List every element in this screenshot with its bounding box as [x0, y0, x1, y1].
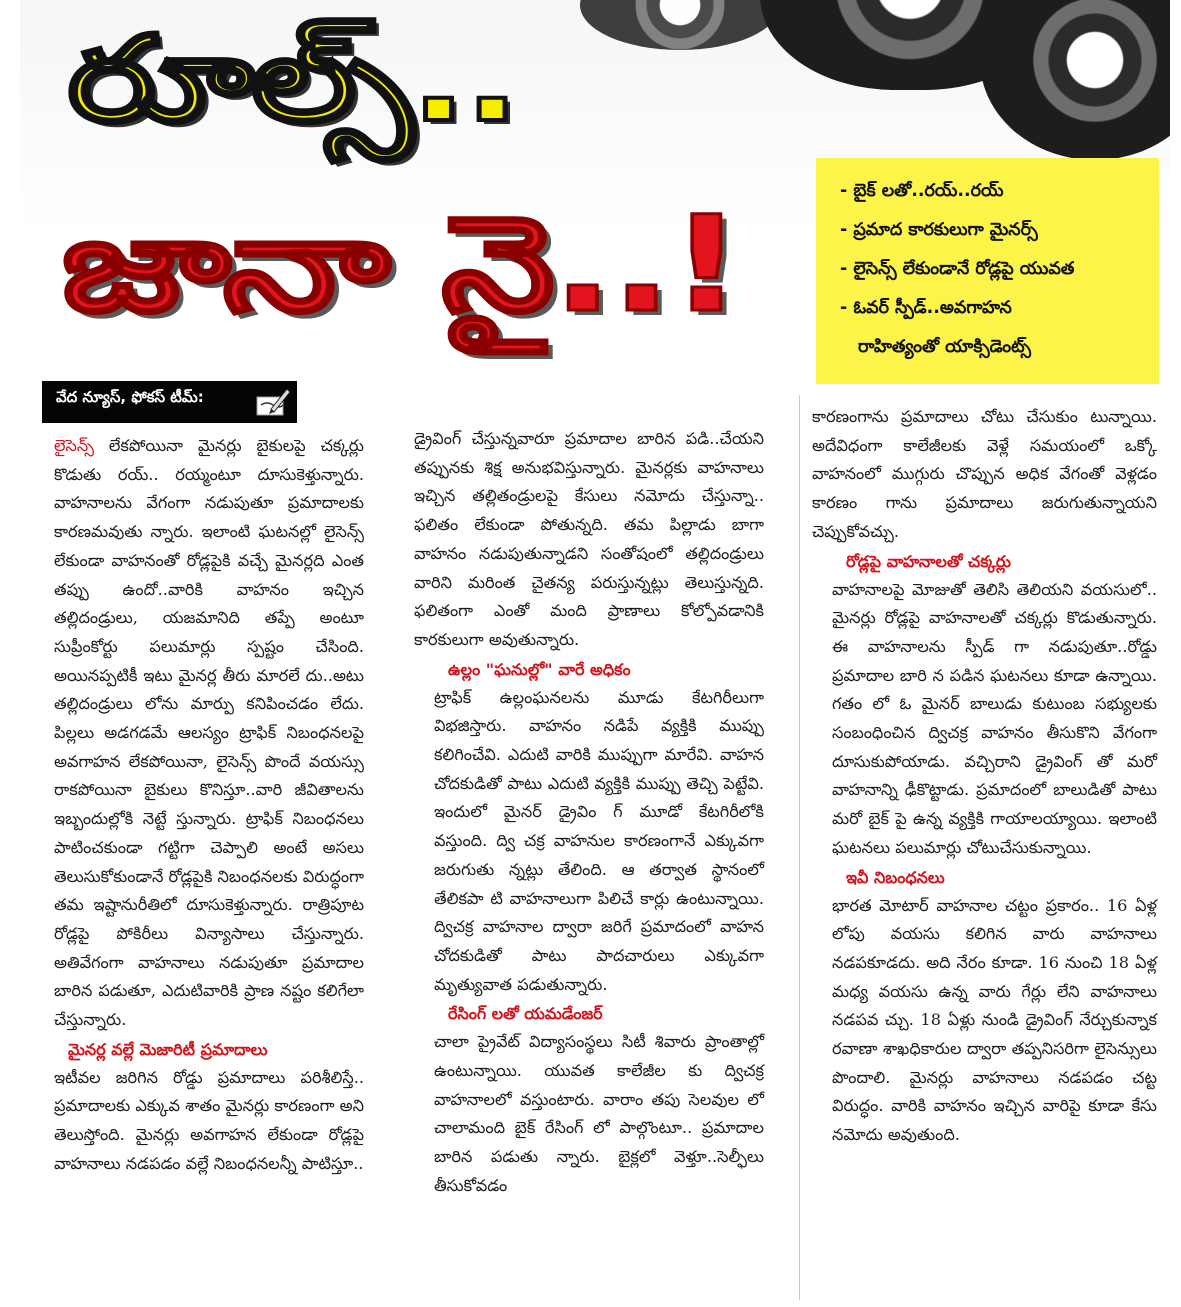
- article-paragraph: వాహనాలపై మోజుతో తెలిసి తెలియని వయసులో.. మైనర్లు రోడ్లపై వాహనాలతో చక్కర్లు కొడుతున్నారు. ఈ వాహనాలను స్పీడ్ గా నడుపుతూ..రోడ్డు ప్రమాదాల బారి న పడిన ఘటనలు కూడా ఉన్నాయి. గతం లో ఓ మైనర్ బాలుడు కుటుంబ సభ్యులకు సంబంధించిన ద్విచక్ర వాహనం తీసుకొని వేగంగా దూసుకుపోయాడు. వచ్చిరాని డ్రైవింగ్ తో మరో వాహనాన్ని ఢీకొట్టాడు. ప్రమాదంలో బాలుడితో పాటు మరో బైక్ పై ఉన్న వ్యక్తికి గాయాలయ్యాయి. ఇలాంటి ఘటనలు పలుమార్లు చోటుచేసుకున్నాయి.: [832, 579, 1157, 857]
- column-divider: [799, 395, 800, 1300]
- subheading: ఇవీ నిబంధనలు: [846, 867, 945, 887]
- article-paragraph: కారణంగాను ప్రమాదాలు చోటు చేసుకుం టున్నాయి. అదేవిధంగా కాలేజీలకు వెళ్లే సమయంలో ఒక్కో వాహనంలో ముగ్గురు చొప్పున అధిక వేగంతో వెళ్లడం కారణం గాను ప్రమాదాలు జరుగుతున్నాయని చెప్పుకోవచ్చు.: [812, 407, 1157, 541]
- bike-tyre-image: [980, 0, 1170, 160]
- article-paragraph: ఇటీవల జరిగిన రోడ్డు ప్రమాదాలు పరిశీలిస్తే.. ప్రమాదాలకు ఎక్కువ శాతం మైనర్లు కారణంగా అని తెలుస్తోంది. మైనర్లు అవగాహన లేకుండా రోడ్లపై వాహనాలు నడపడం వల్లే నిబంధనలన్నీ పాటిస్తూ..: [54, 1067, 364, 1173]
- subheading: రోడ్లపై వాహనాలతో చక్కర్లు: [846, 551, 1011, 571]
- paragraph-text: లేకపోయినా మైనర్లు బైకులపై చక్కర్లు కొడుతు రయ్.. రయ్మంటూ దూసుకెళ్తున్నారు. వాహనాలను వేగంగా నడుపుతూ ప్రమాదాలకు కారణమవుతు న్నారు. ఇలాంటి ఘటనల్లో లైసెన్స్ లేకుండా వాహనంతో రోడ్లపైకి వచ్చే మైనర్లది ఎంత తప్పు ఉందో..వారికి వాహనం ఇచ్చిన తల్లిదండ్రులు, యజమానిది తప్పే అంటూ సుప్రీంకోర్టు పలుమార్లు స్పష్టం చేసింది. అయినప్పటికీ ఇటు మైనర్ల తీరు మారలే దు..అటు తల్లిదండ్రులు లోను మార్పు కనిపించడం లేదు. పిల్లలు అడగడమే ఆలస్యం ట్రాఫిక్ నిబంధనలపై అవగాహన లేకపోయినా, లైసెన్స్ పొందే వయస్సు రాకపోయినా బైకులు కొనిస్తూ..వారి జీవితాలను ఇబ్బందుల్లోకి నెట్టే స్తున్నారు. ట్రాఫిక్ నిబంధనలు పాటించకుండా గట్టిగా చెప్పాలి అంటే అసలు తెలుసుకోకుండానే రోడ్లపైకి నిబంధనలకు విరుద్ధంగా తమ ఇష్టానురీతిలో దూసుకెళ్తున్నారు. రాత్రిపూట రోడ్లపై పోకిరీలు విన్యాసాలు చేస్తున్నారు. అతివేగంగా వాహనాలు నడుపుతూ ప్రమాదాల బారిన పడుతూ, ఎదుటివారికి ప్రాణ నష్టం కలిగేలా చేస్తున్నారు.: [54, 436, 364, 1030]
- subheading: ఉల్లం "ఘనుల్లో" వారే అధికం: [448, 659, 631, 679]
- byline-text: వేద న్యూస్, ఫోకస్ టీమ్:: [56, 388, 204, 406]
- highlight-item-continuation: రాహిత్యంతో యాక్సిడెంట్స్: [858, 337, 1032, 357]
- highlight-item: - బైక్ లతో..రయ్..రయ్: [840, 181, 1004, 201]
- highlight-item: - లైసెన్స్ లేకుండానే రోడ్లపై యువత: [840, 259, 1075, 279]
- article-paragraph: డ్రైవింగ్ చేస్తున్నవారూ ప్రమాదాల బారిన పడి..చేయని తప్పునకు శిక్ష అనుభవిస్తున్నారు. మైనర్లకు వాహనాలు ఇచ్చిన తల్లితండ్రులపై కేసులు నమోదు చేస్తున్నా.. ఫలితం లేకుండా పోతున్నది. తమ పిల్లాడు బాగా వాహనం నడుపుతున్నాడని సంతోషంలో తల్లిదండ్రులు వారిని మరింత చైతన్య పరుస్తున్నట్లు తెలుస్తున్నది. ఫలితంగా ఎంతో మంది ప్రాణాలు కోల్పోవడానికి కారకులుగా అవుతున్నారు.: [414, 429, 764, 649]
- headline-line-2: జానా నై..!: [62, 188, 741, 342]
- article-column-3: [812, 403, 1157, 1150]
- article-column-1: [34, 432, 364, 1179]
- article-paragraph: ట్రాఫిక్ ఉల్లంఘనలను మూడు కేటగిరీలుగా విభజిస్తారు. వాహనం నడిపే వ్యక్తికి ముప్పు కలిగించేవి. ఎదుటి వారికి ముప్పుగా మారేవి. వాహన చోదకుడితో పాటు ఎదుటి వ్యక్తికి ముప్పు తెచ్చి పెట్టేవి. ఇందులో మైనర్ డ్రైవిం గ్ మూడో కేటగిరీలోకి వస్తుంది. ద్వి చక్ర వాహనుల కారణంగానే ఎక్కువగా జరుగుతు న్నట్లు తేలింది. ఆ తర్వాత స్థానంలో తేలికపా టి వాహనాలుగా పిలిచే కార్లు ఉంటున్నాయి. ద్విచక్ర వాహనాల ద్వారా జరిగే ప్రమాదంలో వాహన చోదకుడితో పాటు పాదచారులు ఎక్కువగా మృత్యువాత పడుతున్నారు.: [434, 687, 764, 994]
- highlight-item: - ఓవర్ స్పీడ్..అవగాహన: [840, 298, 1012, 318]
- lead-word: లైసెన్స్: [54, 436, 94, 455]
- highlights-box: [816, 158, 1159, 384]
- subheading: రేసింగ్ లతో యమడేంజర్: [448, 1004, 603, 1024]
- article-column-2: [414, 425, 764, 1201]
- byline: [42, 381, 297, 423]
- highlight-item: - ప్రమాద కారకులుగా మైనర్స్: [840, 220, 1038, 240]
- headline-line-1: రూల్స్..: [68, 10, 518, 148]
- article-paragraph: చాలా ప్రైవేట్ విద్యాసంస్థలు సిటీ శివారు ప్రాంతాల్లో ఉంటున్నాయి. యువత కాలేజీల కు ద్విచక్ర వాహనాలలో వస్తుంటారు. వారాం తపు సెలవుల లో చాలామంది బైక్ రేసింగ్ లో పాల్గొంటూ.. ప్రమాదాల బారిన పడుతు న్నారు. బైక్లలో వెళ్తూ..సెల్ఫీలు తీసుకోవడం: [434, 1032, 764, 1195]
- article-paragraph: భారత మోటార్ వాహనాల చట్టం ప్రకారం.. 16 ఏళ్ల లోపు వయసు కలిగిన వారు వాహనాలు నడపకూడదు. అది నేరం కూడా. 16 నుంచి 18 ఏళ్ల మధ్య వయసు ఉన్న వారు గేర్లు లేని వాహనాలు నడపవ చ్చు. 18 ఏళ్లు నుండి డ్రైవింగ్ నేర్చుకున్నాక రవాణా శాఖధికారుల ద్వారా తప్పనిసరిగా లైసెన్సులు పొందాలి. మైనర్లు వాహనాలు నడపడం చట్ట విరుద్ధం. వారికి వాహనం ఇచ్చిన వారిపై కూడా కేసు నమోదు అవుతుంది.: [832, 895, 1157, 1145]
- pen-writing-icon: [255, 385, 291, 419]
- bike-tyre-image: [580, 0, 780, 50]
- subheading: మైనర్ల వల్లే మెజారిటీ ప్రమాదాలు: [68, 1039, 268, 1059]
- article-paragraph: [34, 432, 364, 1035]
